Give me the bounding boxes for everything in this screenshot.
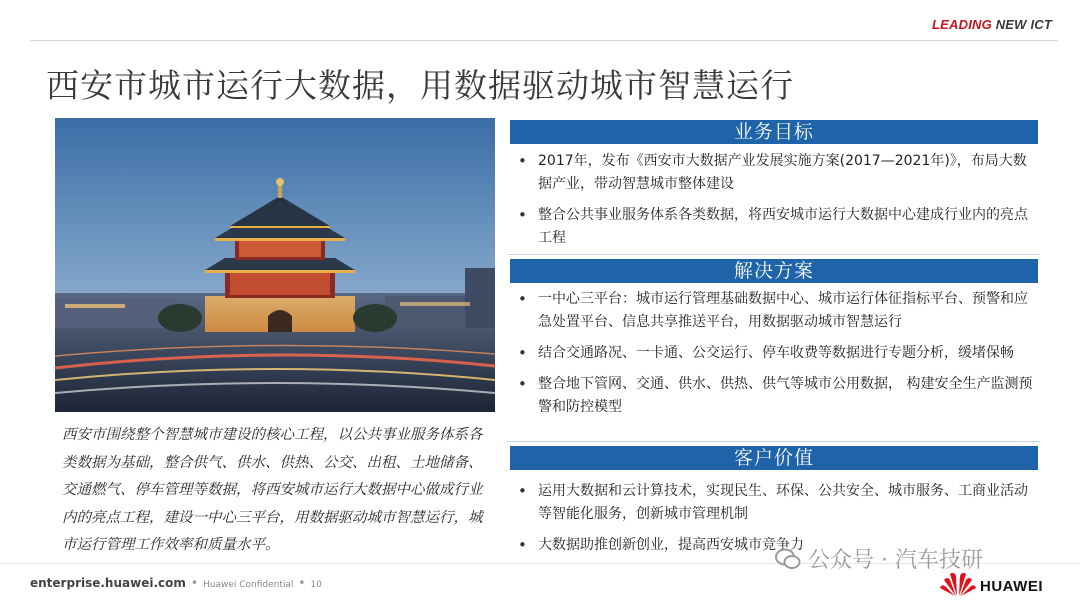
list-item: • 2017年，发布《西安市大数据产业发展实施方案(2017—2021年)》，布局大数据产业，带动智慧城市整体建设 bbox=[516, 150, 1036, 196]
huawei-wordmark: HUAWEI bbox=[980, 578, 1043, 595]
list-item: • 一中心三平台：城市运行管理基础数据中心、城市运行体征指标平台、预警和应急处置平台、信息共享推送平台，用数据驱动城市智慧运行 bbox=[516, 288, 1036, 334]
bell-tower-photo bbox=[55, 118, 495, 412]
section-divider bbox=[507, 254, 1040, 255]
footer-confidential: Huawei Confidential bbox=[202, 580, 294, 590]
list-item: • 整合地下管网、交通、供水、供热、供气等城市公用数据， 构建安全生产监测预警和防控模型 bbox=[516, 373, 1036, 419]
tagline-new-ict: NEW ICT bbox=[991, 17, 1052, 32]
section-divider bbox=[507, 441, 1040, 442]
watermark-text: 公众号 · 汽车技研 bbox=[808, 548, 983, 573]
list-item: • 结合交通路况、一卡通、公交运行、停车收费等数据进行专题分析，缓堵保畅 bbox=[516, 342, 1036, 365]
photo-caption: 西安市围绕整个智慧城市建设的核心工程，以公共事业服务体系各类数据为基础，整合供气、供水、供热、公交、出租、土地储备、交通燃气、停车管理等数据，将西安城市运行大数据中心做成行业内的亮点工程，建设一中心三平台，用数据驱动城市智慧运行，城市运行管理工作效率和质量水平。 bbox=[62, 427, 483, 553]
footer-dot: • bbox=[298, 576, 306, 590]
tagline-leading: LEADING bbox=[932, 17, 992, 32]
page-number: 10 bbox=[310, 580, 322, 590]
goals-list bbox=[516, 150, 1036, 258]
goals-heading: 业务目标 bbox=[510, 120, 1038, 144]
slide-title: 西安市城市运行大数据，用数据驱动城市智慧运行 bbox=[46, 66, 794, 105]
footer-dot: • bbox=[190, 576, 198, 590]
list-item: • 整合公共事业服务体系各类数据，将西安城市运行大数据中心建成行业内的亮点工程 bbox=[516, 204, 1036, 250]
header-divider bbox=[30, 40, 1058, 41]
list-item: • 大数据助推创新创业，提高西安城市竞争力 bbox=[516, 534, 1036, 557]
solution-list bbox=[516, 288, 1036, 427]
solution-heading: 解决方案 bbox=[510, 259, 1038, 283]
list-item: • 运用大数据和云计算技术，实现民生、环保、公共安全、城市服务、工商业活动等智能化服务，创新城市管理机制 bbox=[516, 480, 1036, 526]
value-heading: 客户价值 bbox=[510, 446, 1038, 470]
wechat-icon bbox=[775, 548, 801, 570]
footer-site: enterprise.huawei.com bbox=[30, 576, 186, 590]
footer bbox=[30, 576, 322, 590]
leading-new-ict-tagline bbox=[932, 17, 1052, 32]
huawei-petal-icon bbox=[938, 568, 978, 598]
